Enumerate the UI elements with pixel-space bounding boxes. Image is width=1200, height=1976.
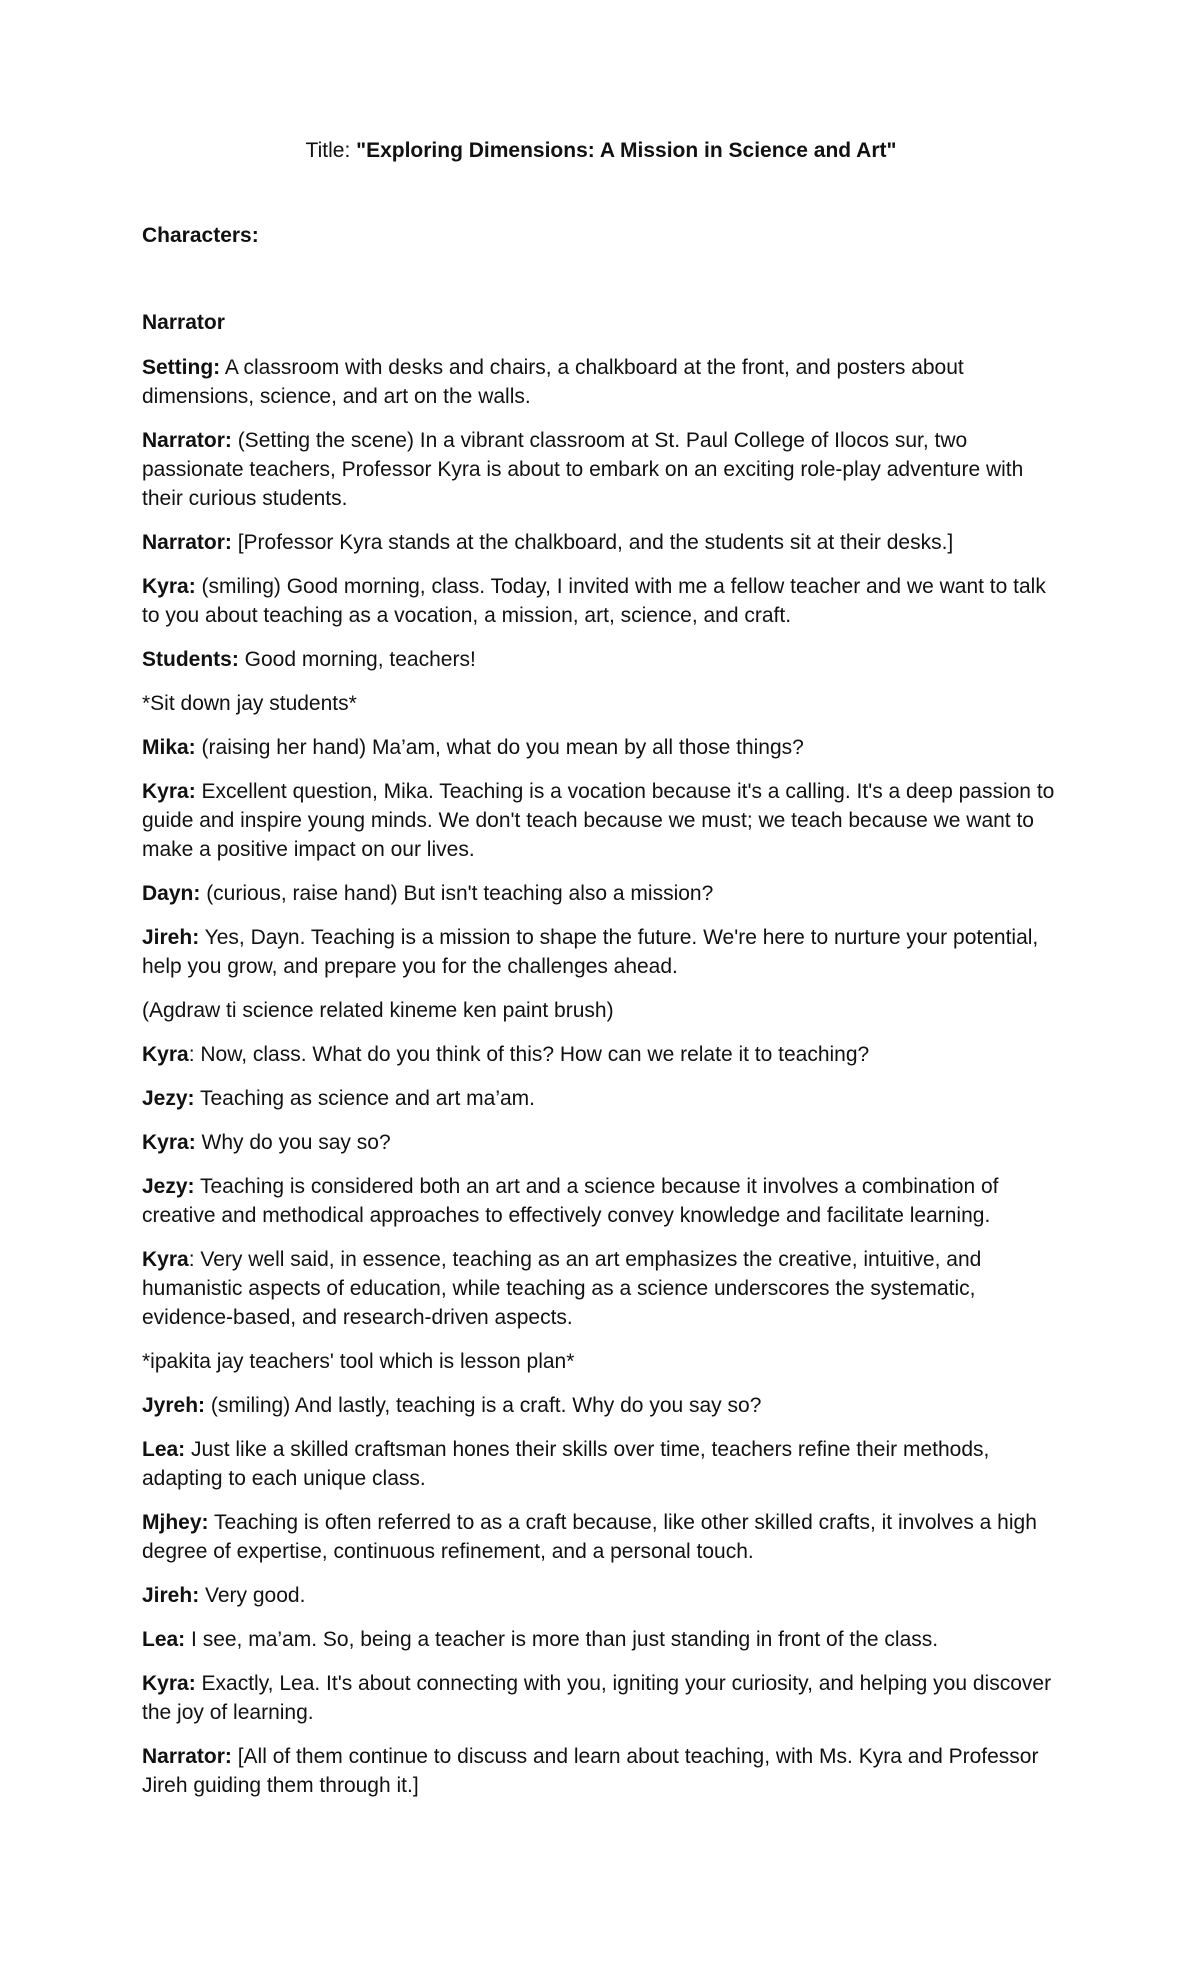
dialogue-text: (curious, raise hand) But isn't teaching also a mission?	[200, 882, 714, 905]
speaker-label: Kyra	[142, 1248, 189, 1271]
dialogue-paragraph	[142, 1742, 1060, 1800]
dialogue-text: Why do you say so?	[195, 1131, 391, 1154]
speaker-label: Jireh:	[142, 1584, 200, 1607]
dialogue-paragraph	[142, 733, 1060, 762]
dialogue-paragraph	[142, 1581, 1060, 1610]
dialogue-text: Just like a skilled craftsman hones their skills over time, teachers refine their methods, adapting to each unique class.	[142, 1438, 990, 1490]
dialogue-paragraph	[142, 1669, 1060, 1727]
speaker-label: Jireh:	[142, 926, 200, 949]
speaker-label: Lea:	[142, 1628, 186, 1651]
dialogue-text: *Sit down jay students*	[142, 692, 357, 715]
dialogue-text: Teaching is often referred to as a craft because, like other skilled crafts, it involves a high degree of expertise, continuous refinement, and a personal touch.	[142, 1511, 1037, 1563]
document-title	[142, 136, 1060, 165]
speaker-label: Kyra	[142, 1043, 189, 1066]
dialogue-paragraph	[142, 353, 1060, 411]
dialogue-text: *ipakita jay teachers' tool which is lesson plan*	[142, 1350, 575, 1373]
dialogue-text: A classroom with desks and chairs, a chalkboard at the front, and posters about dimensions, science, and art on the walls.	[142, 356, 964, 408]
dialogue-paragraph	[142, 1508, 1060, 1566]
characters-heading: Characters:	[142, 224, 259, 247]
speaker-label: Lea:	[142, 1438, 186, 1461]
dialogue-paragraph	[142, 1625, 1060, 1654]
dialogue-paragraph	[142, 1040, 1060, 1069]
dialogue-paragraph	[142, 689, 1060, 718]
dialogue-paragraph	[142, 1128, 1060, 1157]
speaker-label: Students:	[142, 648, 239, 671]
dialogue-paragraph	[142, 1084, 1060, 1113]
dialogue-paragraph	[142, 996, 1060, 1025]
dialogue-text: Exactly, Lea. It's about connecting with you, igniting your curiosity, and helping you discover the joy of learning.	[142, 1672, 1052, 1724]
dialogue-text: Very good.	[199, 1584, 306, 1607]
speaker-label: Jyreh:	[142, 1394, 206, 1417]
dialogue-text: (smiling) And lastly, teaching is a craft. Why do you say so?	[205, 1394, 762, 1417]
speaker-label: Kyra:	[142, 1672, 196, 1695]
speaker-label: Narrator:	[142, 531, 232, 554]
dialogue-text: : Very well said, in essence, teaching as an art emphasizes the creative, intuitive, and humanistic aspects of education, while teaching as a science underscores the systematic, evidence-based, and research-driven aspects.	[142, 1248, 982, 1329]
title-prefix: Title:	[305, 139, 357, 162]
dialogue-text: : Now, class. What do you think of this? How can we relate it to teaching?	[188, 1043, 870, 1066]
dialogue-text: Teaching as science and art ma’am.	[194, 1087, 535, 1110]
dialogue-paragraph	[142, 426, 1060, 513]
dialogue-paragraph	[142, 528, 1060, 557]
dialogue-paragraph	[142, 1391, 1060, 1420]
title-text: "Exploring Dimensions: A Mission in Science and Art"	[356, 139, 897, 162]
dialogue-paragraph	[142, 1245, 1060, 1332]
speaker-label: Dayn:	[142, 882, 201, 905]
dialogue-text: [Professor Kyra stands at the chalkboard, and the students sit at their desks.]	[231, 531, 954, 554]
dialogue-text: Teaching is considered both an art and a science because it involves a combination of creative and methodical approaches to effectively convey knowledge and facilitate learning.	[142, 1175, 999, 1227]
speaker-label: Kyra:	[142, 1131, 196, 1154]
narrator-heading: Narrator	[142, 311, 225, 334]
speaker-label: Mjhey:	[142, 1511, 209, 1534]
dialogue-text: Excellent question, Mika. Teaching is a vocation because it's a calling. It's a deep passion to guide and inspire young minds. We don't teach because we must; we teach because we want to make a positive impact on our lives.	[142, 780, 1055, 861]
dialogue-text: [All of them continue to discuss and learn about teaching, with Ms. Kyra and Professor Jireh guiding them through it.]	[142, 1745, 1039, 1797]
script-body	[142, 353, 1060, 1800]
dialogue-text: (Setting the scene) In a vibrant classroom at St. Paul College of Ilocos sur, two passionate teachers, Professor Kyra is about to embark on an exciting role-play adventure with their curious students.	[142, 429, 1024, 510]
speaker-label: Mika:	[142, 736, 196, 759]
dialogue-text: (smiling) Good morning, class. Today, I invited with me a fellow teacher and we want to talk to you about teaching as a vocation, a mission, art, science, and craft.	[142, 575, 1046, 627]
dialogue-text: I see, ma’am. So, being a teacher is more than just standing in front of the class.	[185, 1628, 939, 1651]
dialogue-paragraph	[142, 1172, 1060, 1230]
dialogue-paragraph	[142, 879, 1060, 908]
speaker-label: Narrator:	[142, 1745, 232, 1768]
speaker-label: Setting:	[142, 356, 221, 379]
speaker-label: Kyra:	[142, 575, 196, 598]
dialogue-text: Yes, Dayn. Teaching is a mission to shape the future. We're here to nurture your potential, help you grow, and prepare you for the challenges ahead.	[142, 926, 1039, 978]
dialogue-paragraph	[142, 1435, 1060, 1493]
dialogue-paragraph	[142, 645, 1060, 674]
speaker-label: Narrator:	[142, 429, 232, 452]
speaker-label: Jezy:	[142, 1087, 195, 1110]
speaker-label: Jezy:	[142, 1175, 195, 1198]
speaker-label: Kyra:	[142, 780, 196, 803]
dialogue-text: (Agdraw ti science related kineme ken paint brush)	[142, 999, 614, 1022]
dialogue-paragraph	[142, 1347, 1060, 1376]
dialogue-paragraph	[142, 777, 1060, 864]
dialogue-paragraph	[142, 923, 1060, 981]
dialogue-text: Good morning, teachers!	[238, 648, 476, 671]
dialogue-text: (raising her hand) Ma’am, what do you mean by all those things?	[195, 736, 804, 759]
dialogue-paragraph	[142, 572, 1060, 630]
